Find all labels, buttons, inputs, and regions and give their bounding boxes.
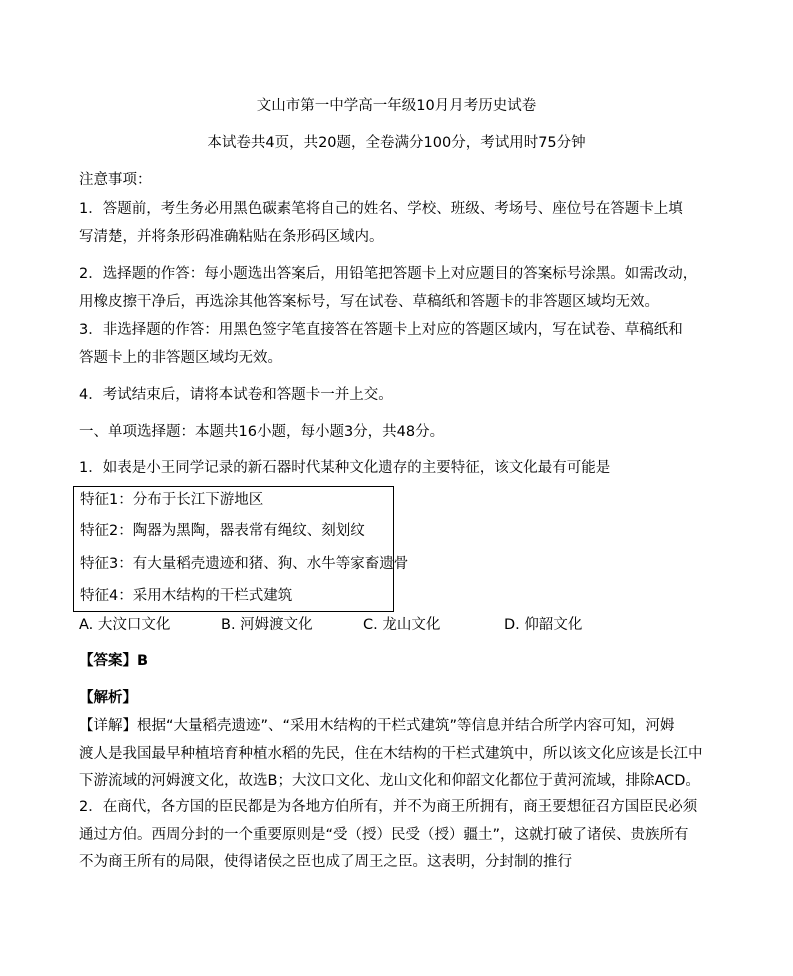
feature-table bbox=[73, 486, 409, 612]
notice-item: 用橡皮擦干净后，再选涂其他答案标号，写在试卷、草稿纸和答题卡的非答题区域均无效。 bbox=[79, 294, 659, 310]
question-2-text: 2．在商代，各方国的臣民都是为各地方伯所有，并不为商王所拥有，商王要想征召方国臣民必须 bbox=[79, 799, 698, 815]
notice-item: 2．选择题的作答：每小题选出答案后，用铅笔把答题卡上对应题目的答案标号涂黑。如需改动， bbox=[79, 266, 698, 282]
analysis-text: 下游流域的河姆渡文化，故选B；大汶口文化、龙山文化和仰韶文化都位于黄河流域，排除ACD。 bbox=[79, 773, 700, 789]
analysis-label: 【解析】 bbox=[79, 690, 137, 706]
option-a: A. 大汶口文化 bbox=[79, 617, 171, 633]
feature-row: 特征4：采用木结构的干栏式建筑 bbox=[80, 588, 293, 604]
option-c: C. 龙山文化 bbox=[363, 617, 441, 633]
notice-item: 答题卡上的非答题区域均无效。 bbox=[79, 350, 282, 366]
option-b: B. 河姆渡文化 bbox=[221, 617, 313, 633]
analysis-text: 【详解】根据“大量稻壳遗迹”、“采用木结构的干栏式建筑”等信息并结合所学内容可知，河姆 bbox=[79, 718, 675, 734]
notice-item: 写清楚，并将条形码准确粘贴在条形码区域内。 bbox=[79, 229, 384, 245]
answer-label: 【答案】B bbox=[79, 653, 149, 669]
page-title: 文山市第一中学高一年级10月月考历史试卷 bbox=[256, 98, 537, 114]
notice-item: 3．非选择题的作答：用黑色签字笔直接答在答题卡上对应的答题区域内，写在试卷、草稿纸和 bbox=[79, 322, 683, 338]
question-2-text: 不为商王所有的局限，使得诸侯之臣也成了周王之臣。这表明，分封制的推行 bbox=[79, 854, 572, 870]
analysis-text: 渡人是我国最早种植培育种植水稻的先民，住在木结构的干栏式建筑中，所以该文化应该是长江中 bbox=[79, 746, 703, 762]
option-d: D. 仰韶文化 bbox=[504, 617, 583, 633]
feature-row: 特征3：有大量稻壳遗迹和猪、狗、水牛等家畜遗骨 bbox=[80, 556, 409, 572]
notice-item: 4．考试结束后，请将本试卷和答题卡一并上交。 bbox=[79, 387, 393, 403]
page-subtitle: 本试卷共4页，共20题，全卷满分100分，考试用时75分钟 bbox=[207, 135, 586, 151]
notice-heading: 注意事项： bbox=[79, 172, 152, 188]
feature-row: 特征2：陶器为黑陶，器表常有绳纹、刻划纹 bbox=[80, 523, 365, 539]
notice-item: 1．答题前，考生务必用黑色碳素笔将自己的姓名、学校、班级、考场号、座位号在答题卡上填 bbox=[79, 201, 683, 217]
question-1-stem: 1．如表是小王同学记录的新石器时代某种文化遗存的主要特征，该文化最有可能是 bbox=[79, 460, 611, 476]
section-heading: 一、单项选择题：本题共16小题，每小题3分，共48分。 bbox=[79, 424, 445, 440]
question-2-text: 通过方伯。西周分封的一个重要原则是“受（授）民受（授）疆土”，这就打破了诸侯、贵族所有 bbox=[79, 827, 689, 843]
feature-row: 特征1：分布于长江下游地区 bbox=[80, 492, 264, 508]
